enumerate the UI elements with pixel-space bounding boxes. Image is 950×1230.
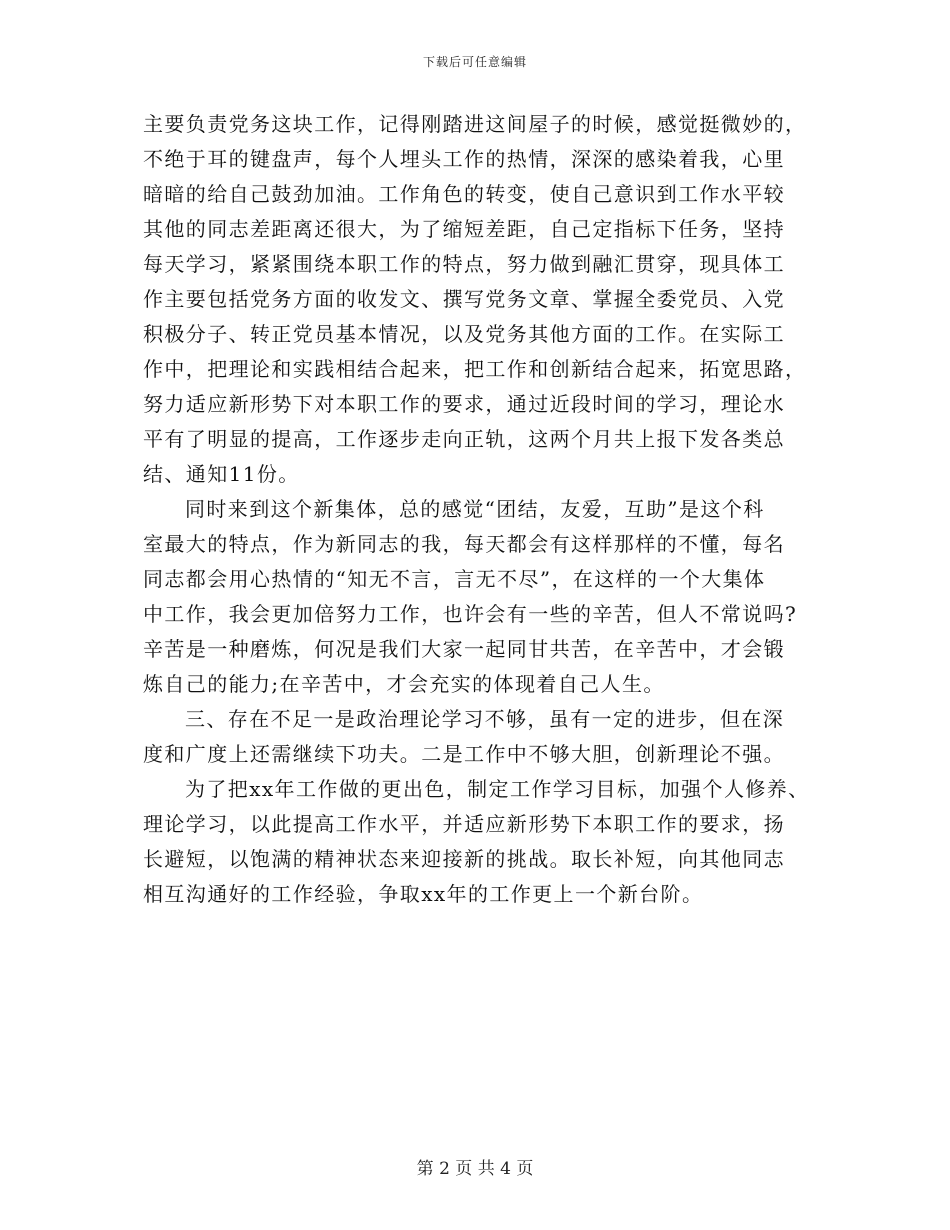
page-number: 第 2 页 共 4 页 (416, 1159, 534, 1179)
text-line: 不绝于耳的键盘声，每个人埋头工作的热情，深深的感染着我，心里 (143, 147, 785, 171)
text-line: 相互沟通好的工作经验，争取xx年的工作更上一个新台阶。 (143, 882, 704, 906)
text-line: 作主要包括党务方面的收发文、撰写党务文章、掌握全委党员、入党 (143, 287, 785, 311)
text-line: 同志都会用心热情的“知无不言，言无不尽”，在这样的一个大集体 (143, 567, 766, 591)
text-line: 努力适应新形势下对本职工作的要求，通过近段时间的学习，理论水 (143, 392, 785, 416)
text-line: 主要负责党务这块工作，记得刚踏进这间屋子的时候，感觉挺微妙的， (143, 112, 807, 136)
text-line: 暗暗的给自己鼓劲加油。工作角色的转变，使自己意识到工作水平较 (143, 182, 785, 206)
paragraph-start-line: 同时来到这个新集体，总的感觉“团结，友爱，互助”是这个科 (185, 497, 765, 521)
text-line: 其他的同志差距离还很大，为了缩短差距，自己定指标下任务，坚持 (143, 217, 785, 241)
text-line: 平有了明显的提高，工作逐步走向正轨，这两个月共上报下发各类总 (143, 427, 785, 451)
text-line: 理论学习，以此提高工作水平，并适应新形势下本职工作的要求，扬 (143, 812, 785, 836)
text-line: 作中，把理论和实践相结合起来，把工作和创新结合起来，拓宽思路， (143, 357, 807, 381)
text-line: 每天学习，紧紧围绕本职工作的特点，努力做到融汇贯穿，现具体工 (143, 252, 785, 276)
paragraph-start-line: 三、存在不足一是政治理论学习不够，虽有一定的进步，但在深 (185, 707, 785, 731)
page-header: 下载后可任意编辑 (422, 55, 527, 69)
text-line: 长避短，以饱满的精神状态来迎接新的挑战。取长补短，向其他同志 (143, 847, 785, 871)
text-line: 度和广度上还需继续下功夫。二是工作中不够大胆，创新理论不强。 (143, 742, 785, 766)
text-line: 中工作，我会更加倍努力工作，也许会有一些的辛苦，但人不常说吗? (143, 602, 798, 626)
text-line: 积极分子、转正党员基本情况，以及党务其他方面的工作。在实际工 (143, 322, 785, 346)
text-line: 结、通知11份。 (143, 462, 300, 486)
text-line: 室最大的特点，作为新同志的我，每天都会有这样那样的不懂，每名 (143, 532, 785, 556)
text-line: 辛苦是一种磨炼，何况是我们大家一起同甘共苦，在辛苦中，才会锻 (143, 637, 785, 661)
document-body (143, 107, 843, 912)
text-line: 炼自己的能力;在辛苦中，才会充实的体现着自己人生。 (143, 672, 665, 696)
paragraph-start-line: 为了把xx年工作做的更出色，制定工作学习目标，加强个人修养、 (185, 777, 810, 801)
